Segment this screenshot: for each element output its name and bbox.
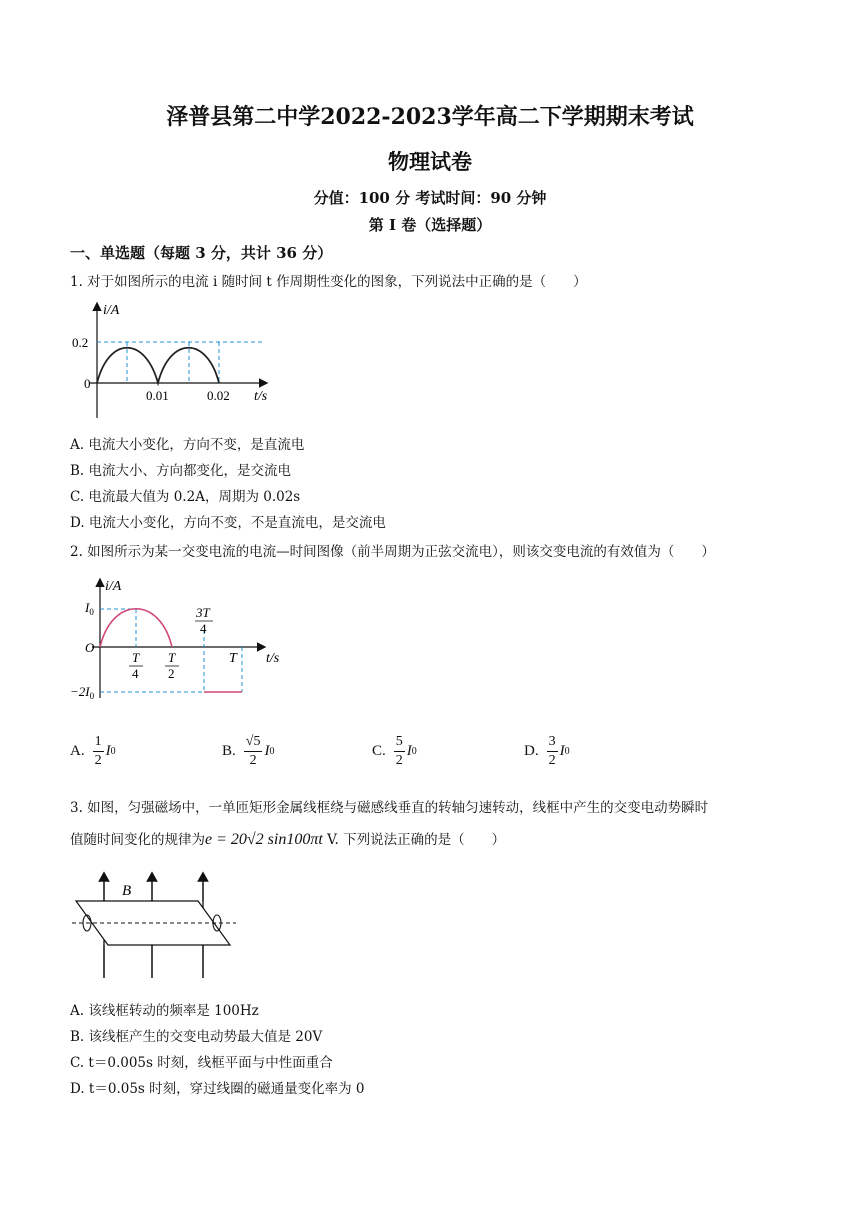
q2-option-c[interactable]: C. $\frac{5}{2}$ I 0 <box>372 734 417 768</box>
q1-y-label: i/A <box>103 303 120 318</box>
q3-option-d[interactable]: D. t＝0.05s 时刻，穿过线圈的磁通量变化率为 0 <box>70 1081 365 1097</box>
q3-option-a[interactable]: A. 该线框转动的频率是 100Hz <box>70 1003 259 1019</box>
q1-tick-1: 0.01 <box>146 388 169 403</box>
q1-curve <box>97 348 219 383</box>
q1-origin-label: 0 <box>84 376 91 391</box>
q1-graph <box>70 296 280 426</box>
q1-option-c[interactable]: C. 电流最大值为 0.2A，周期为 0.02s <box>70 489 301 505</box>
q2-option-a[interactable]: A. $\frac{1}{2}$ I 0 <box>70 734 116 768</box>
q1-stem: 1. 对于如图所示的电流 i 随时间 t 作周期性变化的图象，下列说法中正确的是（ ） <box>70 274 587 290</box>
q2-3t4-den: 4 <box>200 621 207 636</box>
q2-t4-den: 4 <box>132 666 139 681</box>
q2-stem: 2. 如图所示为某一交变电流的电流—时间图像（前半周期为正弦交流电），则该交变电流的有效值为（ ） <box>70 544 715 560</box>
volume-title: 第 I 卷（选择题） <box>368 216 492 234</box>
q1-option-a[interactable]: A. 电流大小变化，方向不变，是直流电 <box>70 437 305 453</box>
q1-option-b[interactable]: B. 电流大小、方向都变化，是交流电 <box>70 463 292 479</box>
q2-i0-label: $I_0$ <box>85 600 94 617</box>
exam-subtitle: 物理试卷 <box>388 149 472 174</box>
q2-graph <box>70 570 310 705</box>
q2-x-label: t/s <box>266 651 280 666</box>
q1-x-label: t/s <box>254 389 268 404</box>
q2-option-b[interactable]: B. $\frac{√5}{2}$ I 0 <box>222 734 275 768</box>
q2-t2-den: 2 <box>168 666 175 681</box>
q1-tick-2: 0.02 <box>207 388 230 403</box>
q2-curve-sine <box>100 609 172 647</box>
q1-option-d[interactable]: D. 电流大小变化，方向不变，不是直流电，是交流电 <box>70 515 386 531</box>
q3-figure <box>70 868 240 980</box>
q1-peak-label: 0.2 <box>72 335 89 350</box>
section-title: 一、单选题（每题 3 分，共计 36 分） <box>70 244 333 262</box>
q2-t-label: T <box>229 651 237 666</box>
q3-field-label: B <box>122 883 132 899</box>
q3-formula: e = 20√2 sin100πt <box>205 831 323 848</box>
q3-option-b[interactable]: B. 该线框产生的交变电动势最大值是 20V <box>70 1029 323 1045</box>
q3-stem-line2: 值随时间变化的规律为e = 20√2 sin100πt V. 下列说法正确的是（ ） <box>70 831 506 848</box>
q2-option-d[interactable]: D. $\frac{3}{2}$ I 0 <box>524 734 570 768</box>
q2-t4-num: T <box>132 650 140 665</box>
q2-t2-num: T <box>168 650 176 665</box>
exam-meta: 分值：100 分 考试时间：90 分钟 <box>313 189 547 207</box>
q2-origin-label: O <box>85 640 95 655</box>
q2-neg-label: $-2I_0$ <box>70 684 95 701</box>
exam-title: 泽普县第二中学2022-2023学年高二下学期期末考试 <box>166 104 694 130</box>
q3-stem-line1: 3. 如图，匀强磁场中，一单匝矩形金属线框绕与磁感线垂直的转轴匀速转动，线框中产生的交变电动势瞬时 <box>70 800 709 816</box>
q2-y-label: i/A <box>105 579 122 594</box>
q3-option-c[interactable]: C. t＝0.005s 时刻，线框平面与中性面重合 <box>70 1055 333 1071</box>
q2-3t4-num: 3T <box>196 605 210 620</box>
